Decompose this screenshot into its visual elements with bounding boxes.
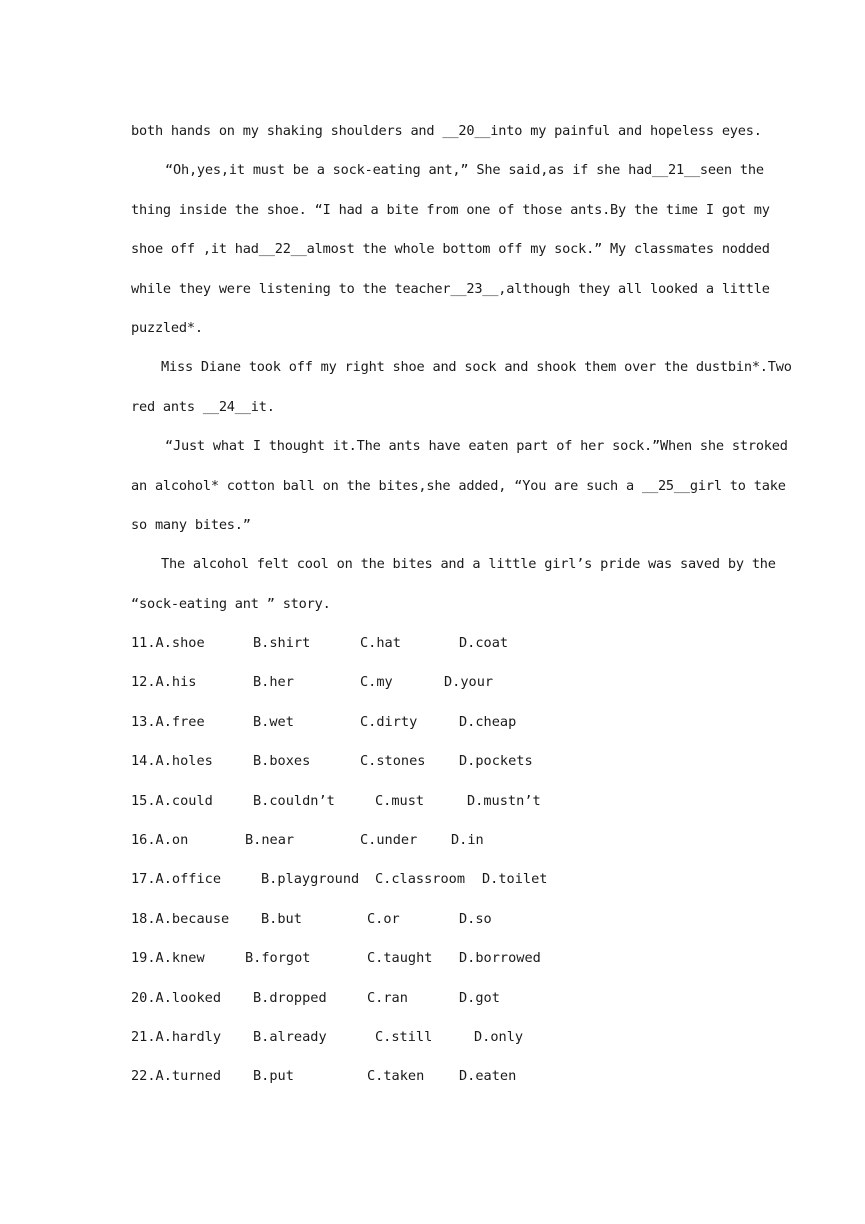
option-a-with-number: 21.A.hardly — [131, 1028, 222, 1045]
passage-line: “Oh,yes,it must be a sock-eating ant,” She said,as if she had__21__seen the — [165, 162, 764, 179]
question-options-row — [131, 749, 733, 788]
question-options-row — [131, 631, 733, 670]
option-b: B.playground — [261, 871, 360, 888]
option-d: D.coat — [459, 635, 509, 651]
option-c: C.hat — [360, 635, 401, 651]
option-c: C.under — [360, 831, 418, 848]
passage-line: both hands on my shaking shoulders and __20__into my painful and hopeless eyes. — [131, 123, 762, 139]
question-options-row — [131, 1064, 733, 1103]
option-a-with-number: 19.A.knew — [131, 950, 205, 967]
question-options-row — [131, 670, 733, 709]
option-b: B.couldn’t — [253, 792, 335, 809]
option-a-with-number: 13.A.free — [131, 713, 205, 730]
passage-line: while they were listening to the teacher__23__,although they all looked a little — [131, 280, 770, 297]
option-d: D.mustn’t — [467, 792, 541, 809]
option-b: B.her — [253, 674, 294, 691]
passage-line: Miss Diane took off my right shoe and sock and shook them over the dustbin*.Two — [161, 359, 792, 376]
option-c: C.dirty — [360, 713, 418, 730]
passage-line: red ants __24__it. — [131, 398, 275, 415]
question-options-row — [131, 907, 733, 946]
answer-options — [131, 631, 733, 1104]
option-c: C.taken — [367, 1068, 425, 1085]
reading-passage — [131, 119, 792, 631]
option-a-with-number: 16.A.on — [131, 831, 189, 848]
question-options-row — [131, 789, 733, 828]
option-d: D.so — [459, 910, 492, 927]
option-b: B.but — [261, 910, 302, 927]
option-a-with-number: 18.A.because — [131, 910, 230, 927]
passage-line: “sock-eating ant ” story. — [131, 595, 331, 612]
option-b: B.forgot — [245, 950, 311, 967]
option-b: B.already — [253, 1028, 327, 1045]
option-a-with-number: 14.A.holes — [131, 753, 213, 770]
option-c: C.still — [375, 1028, 433, 1045]
option-b: B.wet — [253, 713, 294, 730]
question-options-row — [131, 1025, 733, 1064]
option-d: D.eaten — [459, 1068, 517, 1085]
option-b: B.near — [245, 831, 295, 848]
option-c: C.stones — [360, 753, 426, 770]
option-b: B.boxes — [253, 753, 311, 770]
option-a-with-number: 15.A.could — [131, 792, 213, 809]
passage-line: thing inside the shoe. “I had a bite from one of those ants.By the time I got my — [131, 201, 770, 218]
option-a-with-number: 22.A.turned — [131, 1068, 222, 1085]
option-d: D.your — [444, 674, 494, 691]
option-d: D.toilet — [482, 871, 548, 888]
passage-line: an alcohol* cotton ball on the bites,she added, “You are such a __25__girl to take — [131, 477, 786, 494]
option-c: C.taught — [367, 950, 433, 967]
option-a-with-number: 12.A.his — [131, 674, 197, 691]
option-d: D.pockets — [459, 753, 533, 770]
option-d: D.only — [474, 1028, 524, 1045]
question-options-row — [131, 828, 733, 867]
option-b: B.put — [253, 1068, 294, 1085]
option-a-with-number: 17.A.office — [131, 871, 222, 888]
option-c: C.must — [375, 792, 425, 809]
option-a-with-number: 11.A.shoe — [131, 635, 205, 651]
question-options-row — [131, 946, 733, 985]
question-options-row — [131, 986, 733, 1025]
option-a-with-number: 20.A.looked — [131, 989, 222, 1006]
passage-line: so many bites.” — [131, 516, 251, 533]
option-c: C.my — [360, 674, 393, 691]
option-d: D.borrowed — [459, 950, 541, 967]
passage-line: The alcohol felt cool on the bites and a little girl’s pride was saved by the — [161, 556, 776, 573]
option-c: C.or — [367, 910, 400, 927]
option-c: C.ran — [367, 989, 408, 1006]
passage-line: shoe off ,it had__22__almost the whole bottom off my sock.” My classmates nodded — [131, 241, 770, 258]
option-d: D.cheap — [459, 713, 517, 730]
question-options-row — [131, 710, 733, 749]
option-b: B.dropped — [253, 989, 327, 1006]
option-c: C.classroom — [375, 871, 466, 888]
question-options-row — [131, 867, 733, 906]
passage-line: puzzled*. — [131, 319, 203, 336]
option-d: D.in — [451, 831, 484, 848]
option-b: B.shirt — [253, 635, 311, 651]
option-d: D.got — [459, 989, 500, 1006]
passage-line: “Just what I thought it.The ants have eaten part of her sock.”When she stroked — [165, 438, 788, 455]
